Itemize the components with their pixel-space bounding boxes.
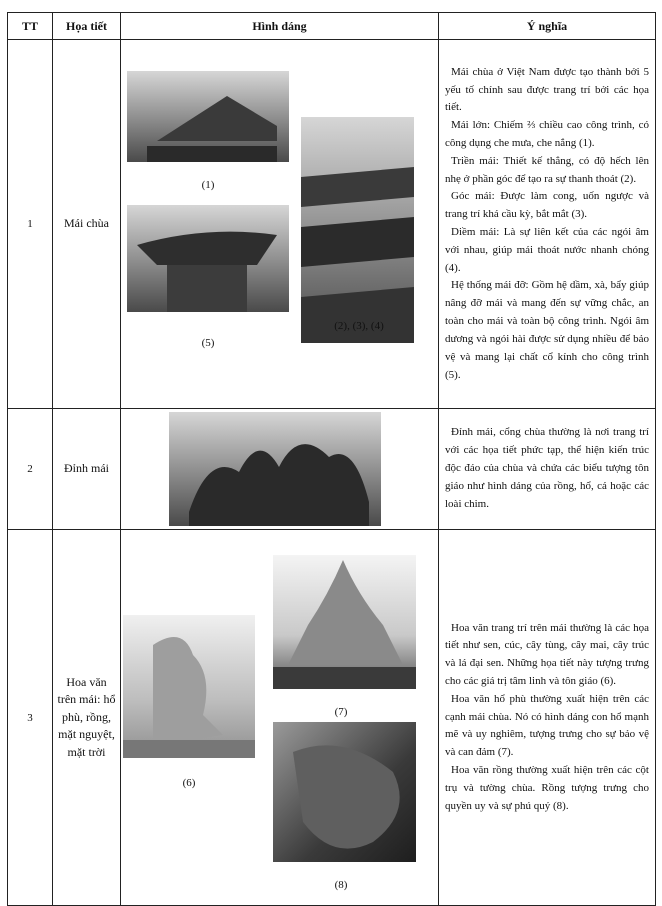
caption-8: (8) [334, 879, 348, 891]
roof-photo-1 [127, 71, 289, 162]
decor-photo-6 [123, 615, 255, 758]
row-number: 1 [8, 40, 53, 409]
meaning-cell: Mái chùa ở Việt Nam được tạo thành bởi 5 yếu tố chính sau được trang trí bởi các họa tiết. Mái lớn: Chiếm ⅔ chiều cao công trình, có công dụng che mưa, che nắng (1). Triền mái: Thiết kế thẳng, có độ hếch lên nhẹ ở phần góc để tạo ra sự thanh thoát (2). Góc mái: Được làm cong, uốn ngược và trang trí khá cầu kỳ, bắt mắt (3). Diềm mái: Là sự liên kết của các ngói âm với nhau, giúp mái thoát nước nhanh chóng (4). Hệ thống mái đỡ: Gồm hệ dầm, xà, bẩy giúp nâng đỡ mái và mang đến sự vững chắc, an toàn cho mái và toàn bộ công trình. Ngói âm dương và ngói hài được sử dụng nhiều để bảo vệ và mang lại chất cổ kính cho công trình (5). [439, 40, 656, 409]
header-row [8, 13, 656, 40]
caption-2-3-4: (2), (3), (4) [334, 320, 384, 332]
row-number: 2 [8, 409, 53, 530]
caption-6: (6) [182, 777, 196, 789]
caption-1: (1) [201, 179, 215, 191]
header-y-nghia: Ý nghĩa [439, 13, 656, 40]
table-row [8, 409, 656, 530]
roof-photo-2-3-4 [301, 117, 414, 343]
motif-name: Mái chùa [53, 40, 121, 409]
roof-ridge-photo [169, 412, 381, 526]
table-row [8, 40, 656, 409]
motif-name: Đỉnh mái [53, 409, 121, 530]
caption-5: (5) [201, 337, 215, 349]
caption-7: (7) [334, 706, 348, 718]
shape-images [121, 40, 439, 409]
meaning-cell: Hoa văn trang trí trên mái thường là các họa tiết như sen, cúc, cây tùng, cây mai, cây trúc và lá đại sen. Những họa tiết này tượng trưng cho các giá trị tâm linh và tôn giáo (6). Hoa văn hổ phù thường xuất hiện trên các cạnh mái chùa. Nó có hình dáng con hổ mạnh mẽ và uy nghiêm, tượng trưng cho sự bảo vệ và can đảm (7). Hoa văn rồng thường xuất hiện trên các cột trụ và tường chùa. Rồng tượng trưng cho quyền uy và sự phú quý (8). [439, 530, 656, 906]
motif-name: Hoa văn trên mái: hổ phù, rồng, mặt nguyệt, mặt trời [53, 530, 121, 906]
table-row [8, 530, 656, 906]
motif-table [7, 12, 656, 906]
shape-images [121, 530, 439, 906]
meaning-cell: Đỉnh mái, cổng chùa thường là nơi trang trí với các họa tiết phức tạp, thể hiện kiến trúc độc đáo của chùa và chứa các biểu tượng tôn giáo như hình dáng của rồng, hổ, cá hoặc các loài chim. [439, 409, 656, 530]
header-hoa-tiet: Họa tiết [53, 13, 121, 40]
row-number: 3 [8, 530, 53, 906]
shape-images [121, 409, 439, 530]
roof-photo-5 [127, 205, 289, 312]
decor-photo-7 [273, 555, 416, 689]
header-tt: TT [8, 13, 53, 40]
decor-photo-8 [273, 722, 416, 862]
header-hinh-dang: Hình dáng [121, 13, 439, 40]
